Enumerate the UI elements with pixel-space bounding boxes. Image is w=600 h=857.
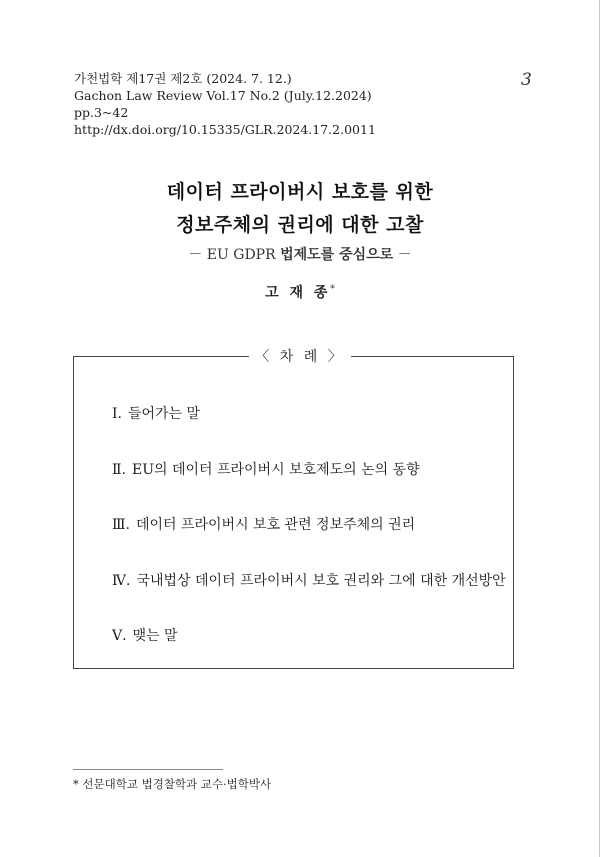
title-line-2: 정보주체의 권리에 대한 고찰 (176, 214, 424, 236)
doi-link[interactable]: http://dx.doi.org/10.15335/GLR.2024.17.2.0011 (74, 122, 376, 137)
journal-citation-english: Gachon Law Review Vol.17 No.2 (July.12.2024) (74, 88, 372, 103)
author-footnote-mark: * (330, 284, 335, 295)
journal-citation-korean: 가천법학 제17권 제2호 (2024. 7. 12.) (74, 71, 292, 86)
toc-item-label: 국내법상 데이터 프라이버시 보호 권리와 그에 대한 개선방안 (136, 573, 506, 589)
toc-item-number: Ⅴ. (112, 628, 127, 644)
toc-item-number: Ⅳ. (112, 573, 131, 589)
subtitle (0, 244, 600, 264)
author-name: 고 재 종 (265, 285, 331, 301)
toc-item-label: 데이터 프라이버시 보호 관련 정보주체의 권리 (135, 517, 416, 533)
page-number: 3 (521, 70, 532, 90)
subtitle-suffix: － (397, 247, 412, 263)
toc-heading (0, 346, 600, 366)
toc-item-number: Ⅰ. (112, 406, 122, 422)
subtitle-prefix: － EU GDPR (188, 247, 276, 263)
toc-item-number: Ⅱ. (112, 462, 126, 478)
toc-item-4[interactable] (112, 570, 506, 590)
toc-item-label: 맺는 말 (132, 628, 178, 644)
author (0, 282, 600, 302)
page-range: pp.3~42 (74, 105, 129, 120)
toc-item-1[interactable] (112, 403, 200, 423)
subtitle-bold: 법제도를 중심으로 (280, 247, 394, 263)
toc-item-number: Ⅲ. (112, 517, 130, 533)
toc-item-label: 들어가는 말 (127, 406, 201, 422)
toc-item-3[interactable] (112, 514, 415, 534)
title-line-1: 데이터 프라이버시 보호를 위한 (166, 181, 434, 203)
journal-header (74, 70, 376, 138)
footnote-divider (73, 769, 223, 770)
toc-item-5[interactable] (112, 625, 178, 645)
toc-heading-label: 〈 차 례 〉 (249, 349, 350, 365)
toc-item-2[interactable] (112, 459, 420, 479)
toc-item-label: EU의 데이터 프라이버시 보호제도의 논의 동향 (131, 462, 420, 478)
footnote: * 선문대학교 법경찰학과 교수·법학박사 (73, 777, 272, 791)
